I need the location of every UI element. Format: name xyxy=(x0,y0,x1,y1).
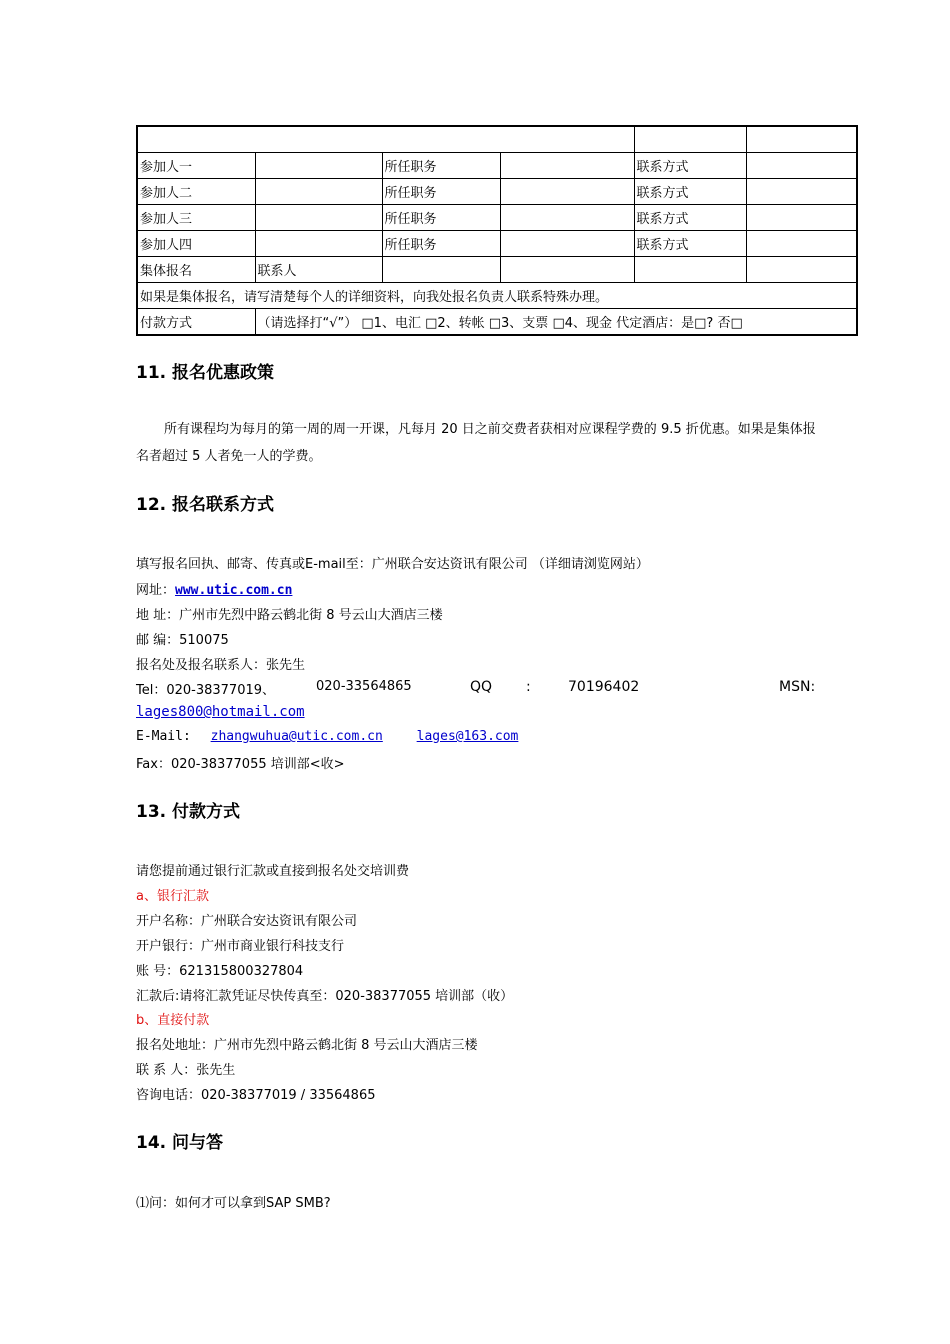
direct-payment-heading: b、直接付款 xyxy=(136,1013,210,1028)
table-cell[interactable] xyxy=(746,153,857,179)
postcode-line: 邮 编：510075 xyxy=(136,633,229,648)
after-transfer-line: 汇款后:请将汇款凭证尽快传真至：020-38377055 培训部（收） xyxy=(136,989,514,1004)
table-cell[interactable] xyxy=(137,126,634,153)
table-cell[interactable] xyxy=(500,179,634,205)
table-cell[interactable] xyxy=(746,179,857,205)
qq-number: 70196402 xyxy=(568,679,640,695)
table-cell[interactable] xyxy=(500,257,634,283)
participant-label: 参加人四 xyxy=(137,231,255,257)
table-cell[interactable] xyxy=(746,231,857,257)
group-contact-label: 联系人 xyxy=(255,257,382,283)
table-row xyxy=(137,179,857,205)
bank-transfer-heading: a、银行汇款 xyxy=(136,889,209,904)
email-label: E-Mail: xyxy=(136,729,191,744)
msn-line xyxy=(136,704,305,720)
question-1: ⑴问：如何才可以拿到SAP SMB? xyxy=(136,1196,331,1211)
group-registration-label: 集体报名 xyxy=(137,257,255,283)
table-cell[interactable] xyxy=(746,205,857,231)
address-line: 地 址：广州市先烈中路云鹤北街 8 号云山大酒店三楼 xyxy=(136,608,443,623)
policy-paragraph: 所有课程均为每月的第一周的周一开课，凡每月 20 日之前交费者获相对应课程学费的 9.5 折优惠。如果是集体报名者超过 5 人者免一人的学费。 xyxy=(136,422,816,464)
table-row xyxy=(137,283,857,309)
msn-label: MSN: xyxy=(779,679,816,695)
tel-1: Tel：020-38377019、 xyxy=(136,683,276,698)
table-cell[interactable] xyxy=(746,126,857,153)
email-link-1[interactable]: zhangwuhua@utic.com.cn xyxy=(210,729,383,744)
table-cell[interactable] xyxy=(255,179,382,205)
contact-person-line: 报名处及报名联系人：张先生 xyxy=(136,658,306,673)
contact-label: 联系方式 xyxy=(634,231,746,257)
participant-label: 参加人三 xyxy=(137,205,255,231)
payment-method-label: 付款方式 xyxy=(137,309,255,336)
contact-label: 联系方式 xyxy=(634,179,746,205)
fax-line: Fax：020-38377055 培训部<收> xyxy=(136,757,345,772)
table-cell[interactable] xyxy=(255,153,382,179)
bank-line: 开户银行：广州市商业银行科技支行 xyxy=(136,939,345,954)
qq-label: QQ xyxy=(470,679,493,695)
section-heading-12: 12. 报名联系方式 xyxy=(136,495,275,515)
section-heading-13: 13. 付款方式 xyxy=(136,802,241,822)
website-label: 网址： xyxy=(136,583,176,598)
participant-label: 参加人二 xyxy=(137,179,255,205)
email-line xyxy=(136,729,518,744)
section-heading-14: 14. 问与答 xyxy=(136,1133,224,1153)
position-label: 所任职务 xyxy=(382,231,500,257)
position-label: 所任职务 xyxy=(382,179,500,205)
table-row xyxy=(137,257,857,283)
table-cell[interactable] xyxy=(634,126,746,153)
table-cell[interactable] xyxy=(382,257,500,283)
group-note: 如果是集体报名，请写清楚每个人的详细资料，向我处报名负责人联系特殊办理。 xyxy=(137,283,857,309)
table-cell[interactable] xyxy=(500,205,634,231)
registration-table xyxy=(136,125,858,336)
phone-line: 咨询电话：020-38377019 / 33564865 xyxy=(136,1088,376,1103)
position-label: 所任职务 xyxy=(382,153,500,179)
qq-colon: : xyxy=(526,679,531,695)
table-row xyxy=(137,126,857,153)
submit-info-line: 填写报名回执、邮寄、传真或E-mail至：广州联合安达资讯有限公司 （详细请浏览网站） xyxy=(136,557,649,572)
payment-options[interactable]: （请选择打“√”） □1、电汇 □2、转帐 □3、支票 □4、现金 代定酒店：是□? 否□ xyxy=(255,309,857,336)
contact-label: 联系方式 xyxy=(634,153,746,179)
table-row xyxy=(137,309,857,336)
contact-line: 联 系 人：张先生 xyxy=(136,1063,236,1078)
table-row xyxy=(137,205,857,231)
table-cell[interactable] xyxy=(500,231,634,257)
website-line xyxy=(136,579,292,598)
table-cell[interactable] xyxy=(634,257,746,283)
tel-2: 020-33564865 xyxy=(316,679,412,694)
table-cell[interactable] xyxy=(746,257,857,283)
website-link[interactable]: www.utic.com.cn xyxy=(175,583,293,598)
email-link-2[interactable]: lages@163.com xyxy=(416,729,519,744)
table-cell[interactable] xyxy=(500,153,634,179)
table-cell[interactable] xyxy=(255,231,382,257)
office-address-line: 报名处地址：广州市先烈中路云鹤北街 8 号云山大酒店三楼 xyxy=(136,1038,478,1053)
account-number-line: 账 号：621315800327804 xyxy=(136,964,304,979)
position-label: 所任职务 xyxy=(382,205,500,231)
tel-line xyxy=(136,679,816,697)
msn-link[interactable]: lages800@hotmail.com xyxy=(136,704,305,720)
participant-label: 参加人一 xyxy=(137,153,255,179)
table-row xyxy=(137,153,857,179)
table-cell[interactable] xyxy=(255,205,382,231)
section-heading-11: 11. 报名优惠政策 xyxy=(136,363,275,383)
payment-intro: 请您提前通过银行汇款或直接到报名处交培训费 xyxy=(136,864,410,879)
contact-label: 联系方式 xyxy=(634,205,746,231)
account-name-line: 开户名称：广州联合安达资讯有限公司 xyxy=(136,914,358,929)
table-row xyxy=(137,231,857,257)
